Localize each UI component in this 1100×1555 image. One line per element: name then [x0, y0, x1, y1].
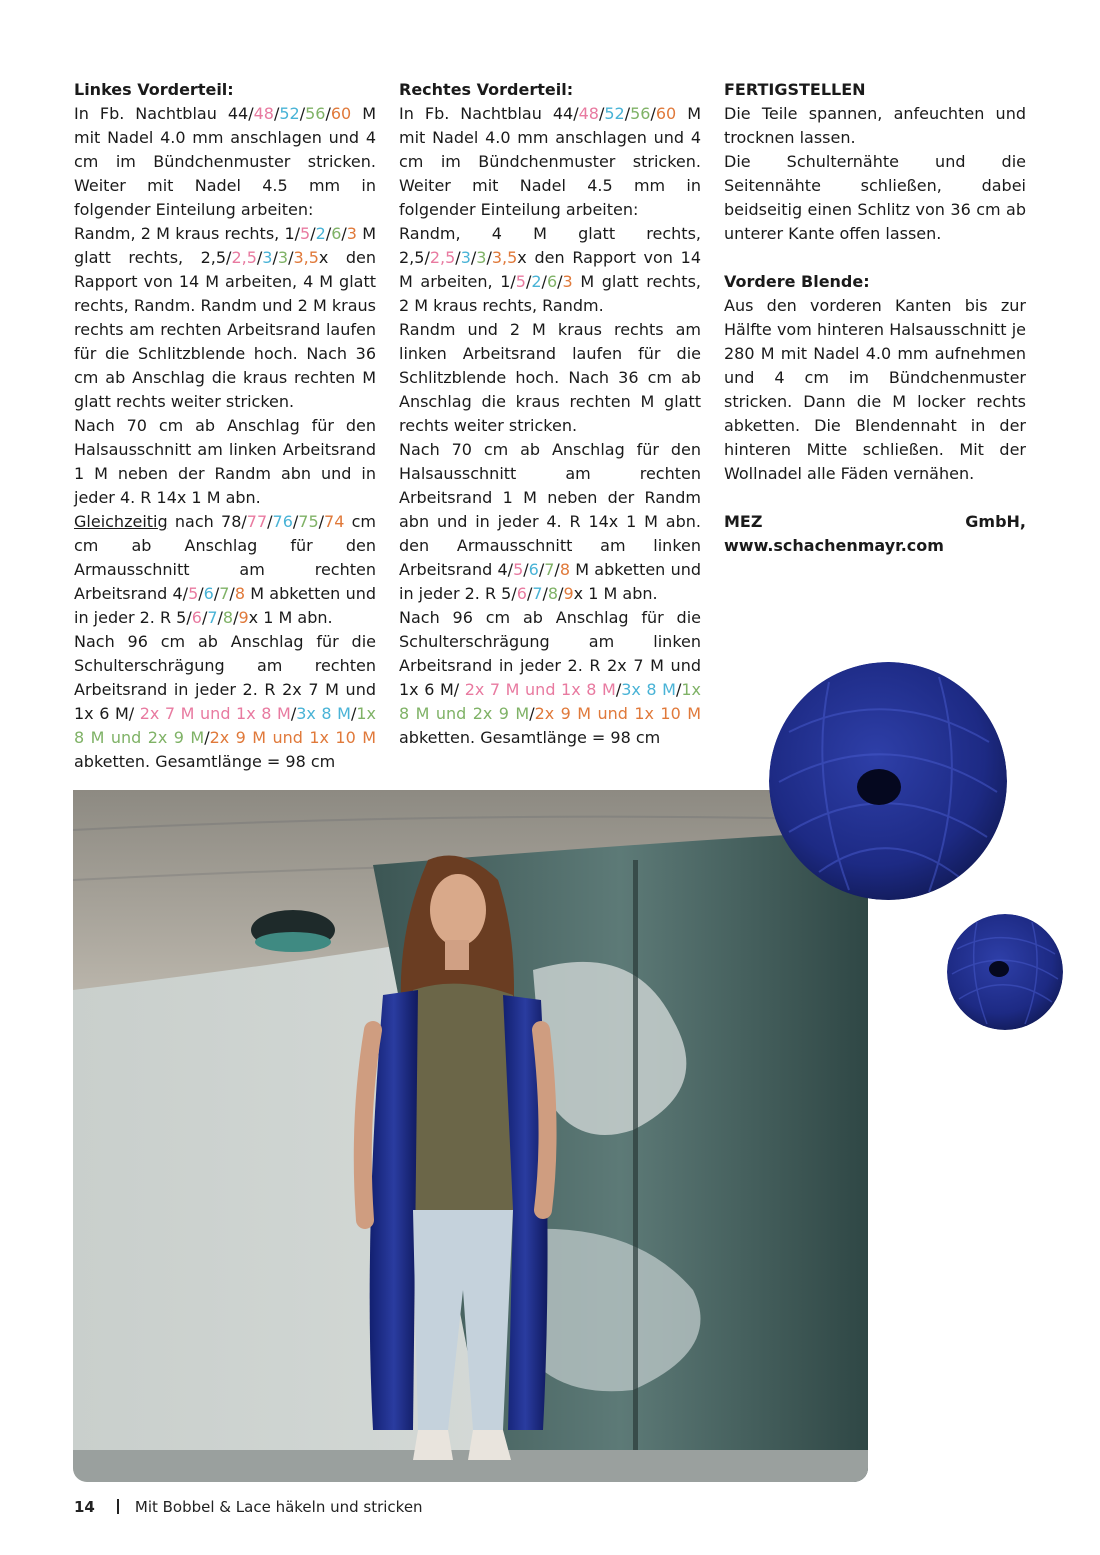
column-middle [399, 78, 701, 750]
paragraph: Nach 70 cm ab Anschlag für den Halsausschnitt am linken Arbeitsrand 1 M neben der Randm abn und in jeder 4. R 14x 1 M abn. [74, 416, 376, 507]
model-photo [73, 790, 868, 1482]
credit-line: MEZ GmbH, www.schachenmayr.com [724, 512, 1026, 555]
footer-separator [117, 1499, 119, 1514]
section-heading: Vordere Blende: [724, 272, 870, 291]
yarn-ball-large [769, 662, 1007, 900]
paragraph: In Fb. Nachtblau 44/48/52/56/60 M mit Nadel 4.0 mm anschlagen und 4 cm im Bündchenmuster stricken. Weiter mit Nadel 4.5 mm in folgender Einteilung arbeiten: [74, 104, 377, 219]
column-right [724, 78, 1026, 558]
yarn-ball-small [947, 914, 1063, 1030]
paragraph: In Fb. Nachtblau 44/48/52/56/60 M mit Nadel 4.0 mm anschlagen und 4 cm im Bündchenmuster stricken. Weiter mit Nadel 4.5 mm in folgender Einteilung arbeiten: [399, 104, 702, 219]
column-left [74, 78, 376, 774]
book-title: Mit Bobbel & Lace häkeln und stricken [134, 1498, 423, 1516]
paragraph: Die Teile spannen, anfeuchten und trocknen lassen. [724, 104, 1026, 147]
paragraph: Nach 96 cm ab Anschlag für die Schulterschrägung am rechten Arbeitsrand in jeder 2. R 2x 7 M und 1x 6 M/ 2x 7 M und 1x 8 M/3x 8 M/1x 8 M und 2x 9 M/2x 9 M und 1x 10 M abketten. Gesamtlänge = 98 cm [74, 632, 377, 771]
paragraph: Nach 70 cm ab Anschlag für den Halsausschnitt am rechten Arbeitsrand 1 M neben der Randm abn und in jeder 4. R 14x 1 M abn. den Armausschnitt am linken Arbeitsrand 4/5/6/7/8 M abketten und in jeder 2. R 5/6/7/8/9x 1 M abn. [399, 440, 701, 603]
paragraph: Nach 96 cm ab Anschlag für die Schulterschrägung am linken Arbeitsrand in jeder 2. R 2x 7 M und 1x 6 M/ 2x 7 M und 1x 8 M/3x 8 M/1x 8 M und 2x 9 M/2x 9 M und 1x 10 M abketten. Gesamtlänge = 98 cm [399, 608, 702, 747]
paragraph: Randm und 2 M kraus rechts am linken Arbeitsrand laufen für die Schlitzblende hoch. Nach 36 cm ab Anschlag die kraus rechten M glatt rechts weiter stricken. [399, 320, 701, 435]
page-number: 14 [74, 1498, 95, 1516]
paragraph: Randm, 2 M kraus rechts, 1/5/2/6/3 M glatt rechts, 2,5/2,5/3/3/3,5x den Rapport von 14 M arbeiten, 4 M glatt rechts, Randm. Randm und 2 M kraus rechts am rechten Arbeitsrand laufen für die Schlitzblende hoch. Nach 36 cm ab Anschlag die kraus rechten M glatt rechts weiter stricken. [74, 224, 376, 411]
section-heading: Rechtes Vorderteil: [399, 80, 574, 99]
paragraph: Randm, 4 M glatt rechts, 2,5/2,5/3/3/3,5x den Rapport von 14 M arbeiten, 1/5/2/6/3 M glatt rechts, 2 M kraus rechts, Randm. [399, 224, 702, 315]
page-footer [74, 1497, 423, 1517]
section-heading: Linkes Vorderteil: [74, 80, 234, 99]
section-heading: FERTIGSTELLEN [724, 80, 866, 99]
paragraph: Gleichzeitig nach 78/77/76/75/74 cm cm ab Anschlag für den Armausschnitt am rechten Arbeitsrand 4/5/6/7/8 M abketten und in jeder 2. R 5/6/7/8/9x 1 M abn. [74, 512, 376, 627]
paragraph: Aus den vorderen Kanten bis zur Hälfte vom hinteren Halsausschnitt je 280 M mit Nadel 4.0 mm aufnehmen und 4 cm im Bündchenmuster stricken. Dann die M locker rechts abketten. Die Blendennaht in der hinteren Mitte schließen. Mit der Wollnadel alle Fäden vernähen. [724, 296, 1026, 483]
paragraph: Die Schulternähte und die Seitennähte schließen, dabei beidseitig einen Schlitz von 36 cm ab unterer Kante offen lassen. [724, 152, 1026, 243]
